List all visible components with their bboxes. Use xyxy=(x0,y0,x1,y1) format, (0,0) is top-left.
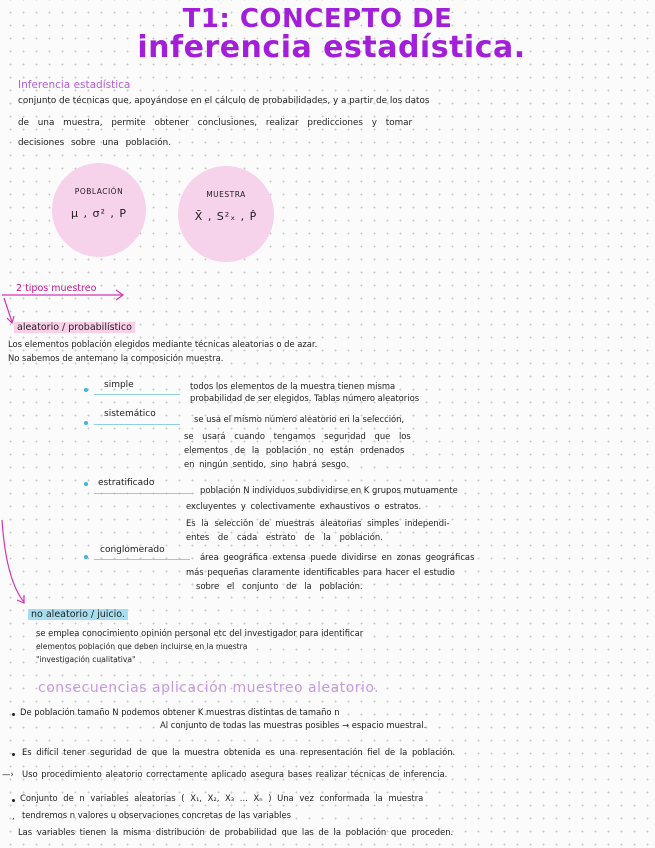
poblacion-parameters: μ , σ² , P xyxy=(71,207,127,220)
no-aleatorio-line: "investigación cualitativa" xyxy=(36,655,136,664)
no-aleatorio-heading-text: no aleatorio / juicio. xyxy=(28,609,128,620)
muestra-title: MUESTRA xyxy=(206,190,246,199)
intro-line: conjunto de técnicas que, apoyándose en el cálculo de probabilidades, y a partir de los datos xyxy=(18,96,430,106)
conglomerado-desc: sobre el conjunto de la población. xyxy=(196,581,363,591)
consecuencias-heading: consecuencias aplicación muestreo aleatorio. xyxy=(38,680,380,696)
term-simple: simple xyxy=(104,380,134,390)
consecuencias-line: Es difícil tener seguridad de que la muestra obtenida es una representación fiel de la población. xyxy=(22,747,456,757)
page-subtitle: inferencia estadística. xyxy=(137,30,526,65)
bullet-icon xyxy=(84,555,88,559)
estratificado-desc: población N individuos subdividirse en K grupos mutuamente xyxy=(200,485,458,495)
bullet-icon xyxy=(12,799,15,802)
sistematico-desc: se usa el mismo número aleatorio en la selección, xyxy=(194,414,405,424)
term-estratificado: estratificado xyxy=(98,478,155,488)
term-underline xyxy=(94,394,180,395)
muestra-circle xyxy=(178,166,274,262)
estratificado-desc: excluyentes y colectivamente exhaustivos o estratos. xyxy=(186,501,422,511)
consecuencias-line: De población tamaño N podemos obtener K muestras distintas de tamaño n xyxy=(20,707,340,717)
term-conglomerado: conglomerado xyxy=(100,545,165,555)
no-aleatorio-line: elementos población que deben incluirse en la muestra xyxy=(36,642,248,651)
consecuencias-line: Conjunto de n variables aleatorias ( X₁, X₂, X₃ ... Xₙ ) Una vez conformada la muestra xyxy=(20,793,424,803)
term-underline xyxy=(94,493,194,494)
aleatorio-desc-line: Los elementos población elegidos mediante técnicas aleatorias o de azar. xyxy=(8,339,318,349)
conglomerado-desc: más pequeñas claramente identificables para hacer el estudio xyxy=(186,567,455,577)
tipos-muestreo-label: 2 tipos muestreo xyxy=(16,283,97,294)
bullet-icon xyxy=(84,388,88,392)
arrow-icon: —› xyxy=(2,769,14,779)
aleatorio-desc-line: No sabemos de antemano la composición muestra. xyxy=(8,353,224,363)
no-aleatorio-line: se emplea conocimiento opinión personal etc del investigador para identificar xyxy=(36,628,364,638)
sistematico-desc: en ningún sentido, sino habrá sesgo. xyxy=(184,459,349,469)
term-underline xyxy=(94,424,180,425)
bullet-icon xyxy=(12,753,15,756)
poblacion-title: POBLACIÓN xyxy=(74,187,124,196)
aleatorio-heading-text: aleatorio / probabilístico xyxy=(14,322,135,333)
term-sistematico: sistemático xyxy=(104,409,156,419)
sistematico-desc: se usará cuando tengamos seguridad que los xyxy=(184,431,411,441)
estratificado-desc: entes de cada estrato de la población. xyxy=(186,532,383,542)
consecuencias-line: Al conjunto de todas las muestras posibles → espacio muestral. xyxy=(160,720,427,730)
arrow-to-no-aleatorio xyxy=(2,520,24,602)
bullet-icon xyxy=(84,482,88,486)
intro-line: de una muestra, permite obtener conclusiones, realizar predicciones y tomar xyxy=(18,118,413,128)
muestra-statistics: X̄ , S²ₓ , P̂ xyxy=(194,210,258,223)
conglomerado-desc: área geográfica extensa puede dividirse en zonas geográficas xyxy=(200,552,475,562)
intro-line: decisiones sobre una población. xyxy=(18,138,171,148)
aleatorio-heading xyxy=(14,315,135,334)
section-label-inferencia: Inferencia estadística xyxy=(18,79,131,91)
term-underline xyxy=(94,559,190,560)
no-aleatorio-heading xyxy=(28,602,128,621)
simple-desc: probabilidad de ser elegidos. Tablas número aleatorios xyxy=(190,393,420,403)
consecuencias-line: Uso procedimiento aleatorio correctamente aplicado asegura bases realizar técnicas de inferencia. xyxy=(22,769,448,779)
simple-desc: todos los elementos de la muestra tienen misma xyxy=(190,381,396,391)
consecuencias-line: tendremos n valores u observaciones concretas de las variables xyxy=(22,810,291,820)
comma-mark: , xyxy=(12,811,15,821)
bullet-icon xyxy=(84,421,88,425)
poblacion-circle xyxy=(52,163,146,257)
sistematico-desc: elementos de la población no están ordenados xyxy=(184,445,405,455)
page-title: T1: CONCEPTO DE xyxy=(182,4,453,34)
bullet-icon xyxy=(12,713,15,716)
estratificado-desc: Es la selección de muestras aleatorias simples independi- xyxy=(186,518,450,528)
consecuencias-line: Las variables tienen la misma distribución de probabilidad que las de la población que proceden. xyxy=(18,827,454,837)
